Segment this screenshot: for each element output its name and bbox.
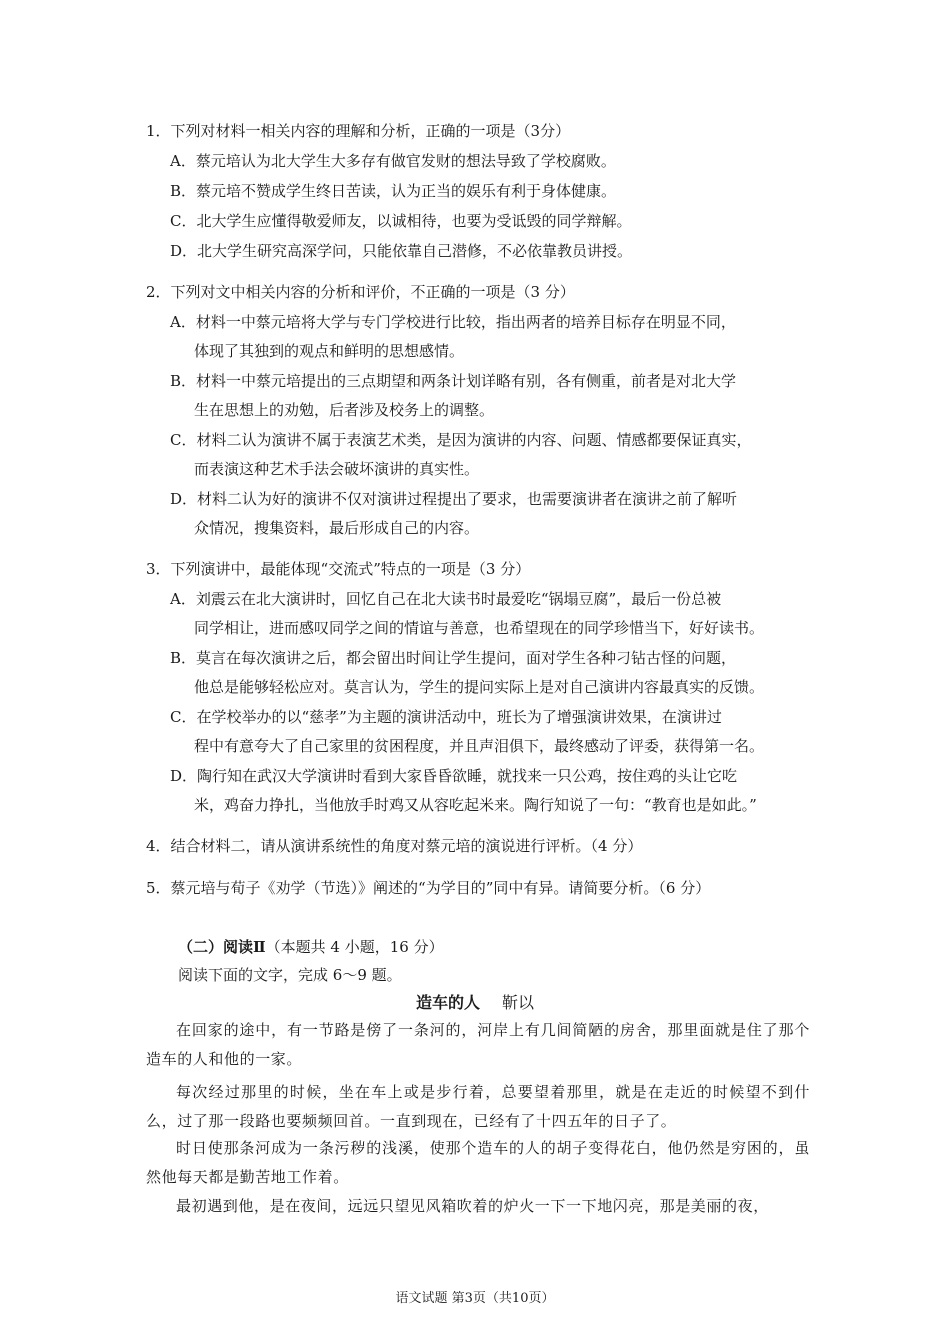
question-1-option-a: A．蔡元培认为北大学生大多存有做官发财的想法导致了学校腐败。 xyxy=(170,152,616,170)
question-3-option-d: D．陶行知在武汉大学演讲时看到大家昏昏欲睡，就找来一只公鸡，按住鸡的头让它吃 xyxy=(170,767,738,785)
question-2-option-a-cont: 体现了其独到的观点和鲜明的思想感情。 xyxy=(194,342,465,360)
question-3-option-c-cont: 程中有意夸大了自己家里的贫困程度，并且声泪俱下，最终感动了评委，获得第一名。 xyxy=(194,737,765,755)
section-heading xyxy=(178,937,444,957)
question-3-option-a-cont: 同学相让，进而感叹同学之间的情谊与善意，也希望现在的同学珍惜当下，好好读书。 xyxy=(194,619,765,637)
article-paragraph-3: 时日使那条河成为一条污秽的浅溪，使那个造车的人的胡子变得花白，他仍然是穷困的，虽然他每天都是勤苦地工作着。 xyxy=(146,1139,810,1186)
question-1-option-b: B．蔡元培不赞成学生终日苦读，认为正当的娱乐有利于身体健康。 xyxy=(170,182,617,200)
article-title-line xyxy=(0,992,950,1014)
question-2-option-c: C．材料二认为演讲不属于表演艺术类，是因为演讲的内容、问题、情感都要保证真实， xyxy=(170,431,752,449)
question-2-option-c-cont: 而表演这种艺术手法会破坏演讲的真实性。 xyxy=(194,460,480,478)
question-2-option-a: A．材料一中蔡元培将大学与专门学校进行比较，指出两者的培养目标存在明显不同， xyxy=(170,313,736,331)
section-title: （二）阅读Ⅱ xyxy=(178,938,266,956)
article-author: 靳以 xyxy=(502,993,535,1012)
page-footer: 语文试题 第3页（共10页） xyxy=(395,1291,555,1306)
question-2-option-b-cont: 生在思想上的劝勉，后者涉及校务上的调整。 xyxy=(194,401,495,419)
question-1-option-d: D．北大学生研究高深学问，只能依靠自己潜修，不必依靠教员讲授。 xyxy=(170,242,633,260)
question-4-stem: 4．结合材料二，请从演讲系统性的角度对蔡元培的演说进行评析。（4 分） xyxy=(146,837,643,855)
question-1-stem: 1．下列对材料一相关内容的理解和分析，正确的一项是（3分） xyxy=(146,122,571,140)
question-3-option-b-cont: 他总是能够轻松应对。莫言认为，学生的提问实际上是对自己演讲内容最真实的反馈。 xyxy=(194,678,765,696)
question-2-option-b: B．材料一中蔡元培提出的三点期望和两条计划详略有别，各有侧重，前者是对北大学 xyxy=(170,372,737,390)
article-title: 造车的人 xyxy=(415,993,480,1012)
question-2-stem: 2．下列对文中相关内容的分析和评价，不正确的一项是（3 分） xyxy=(146,283,575,301)
question-3-option-a: A．刘震云在北大演讲时，回忆自己在北大读书时最爱吃“锅塌豆腐”，最后一份总被 xyxy=(170,590,722,608)
article-paragraph-2: 每次经过那里的时候，坐在车上或是步行着，总要望着那里，就是在走近的时候望不到什么，过了那一段路也要频频回首。一直到现在，已经有了十四五年的日子了。 xyxy=(146,1083,810,1130)
question-1-option-c: C．北大学生应懂得敬爱师友，以诚相待，也要为受诋毁的同学辩解。 xyxy=(170,212,632,230)
question-3-option-b: B．莫言在每次演讲之后，都会留出时间让学生提问，面对学生各种刁钻古怪的问题， xyxy=(170,649,737,667)
article-paragraph-4: 最初遇到他，是在夜间，远远只望见风箱吹着的炉火一下一下地闪亮，那是美丽的夜， xyxy=(176,1197,769,1215)
article-paragraph-1: 在回家的途中，有一节路是傍了一条河的，河岸上有几间简陋的房舍，那里面就是住了那个造车的人和他的一家。 xyxy=(146,1021,810,1068)
question-5-stem: 5．蔡元培与荀子《劝学（节选）》阐述的“为学目的”同中有异。请简要分析。（6 分） xyxy=(146,879,711,897)
question-2-option-d: D．材料二认为好的演讲不仅对演讲过程提出了要求，也需要演讲者在演讲之前了解听 xyxy=(170,490,738,508)
question-3-stem: 3．下列演讲中，最能体现“交流式”特点的一项是（3 分） xyxy=(146,560,531,578)
question-3-option-d-cont: 米，鸡奋力挣扎，当他放手时鸡又从容吃起米来。陶行知说了一句：“教育也是如此。” xyxy=(194,796,757,814)
question-2-option-d-cont: 众情况，搜集资料，最后形成自己的内容。 xyxy=(194,519,480,537)
section-note: （本题共 4 小题，16 分） xyxy=(265,938,444,956)
section-instruction: 阅读下面的文字，完成 6～9 题。 xyxy=(178,966,402,984)
question-3-option-c: C．在学校举办的以“慈孝”为主题的演讲活动中，班长为了增强演讲效果，在演讲过 xyxy=(170,708,722,726)
